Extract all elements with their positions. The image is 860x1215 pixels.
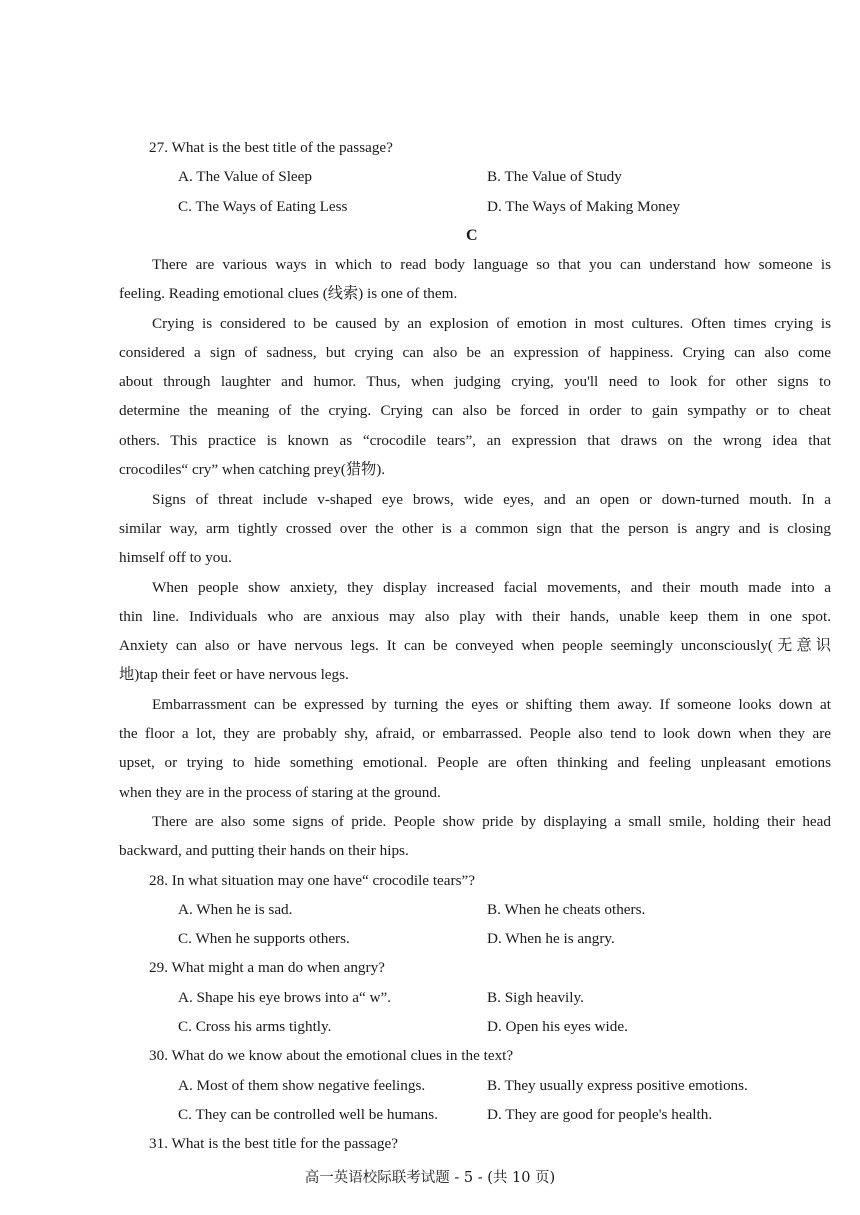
passage-p4-line-2: thin line. Individuals who are anxious may also play with their hands, unable keep them in one spot. <box>119 608 831 625</box>
passage-p1-line-1: There are various ways in which to read body language so that you can understand how someone is <box>152 256 831 273</box>
section-heading-c: C <box>466 227 478 244</box>
question-30-option-b: B. They usually express positive emotions. <box>487 1077 748 1094</box>
question-30-option-c: C. They can be controlled well be humans. <box>178 1106 438 1123</box>
question-29-option-b: B. Sigh heavily. <box>487 989 584 1006</box>
passage-p3-line-3: himself off to you. <box>119 549 232 566</box>
question-29-stem: 29. What might a man do when angry? <box>149 959 385 976</box>
question-27-option-b: B. The Value of Study <box>487 168 622 185</box>
passage-p2-line-6: crocodiles“ cry” when catching prey(猎物). <box>119 461 386 478</box>
question-28-stem: 28. In what situation may one have“ crocodile tears”? <box>149 872 475 889</box>
passage-p5-line-2: the floor a lot, they are probably shy, afraid, or embarrassed. People also tend to look down when they are <box>119 725 831 742</box>
question-27-option-a: A. The Value of Sleep <box>178 168 312 185</box>
passage-p6-line-2: backward, and putting their hands on their hips. <box>119 842 409 859</box>
question-28-option-b: B. When he cheats others. <box>487 901 646 918</box>
passage-p5-line-3: upset, or trying to hide something emotional. People are often thinking and feeling unpleasant emotions <box>119 754 831 771</box>
passage-p5-line-1: Embarrassment can be expressed by turning the eyes or shifting them away. If someone looks down at <box>152 696 831 713</box>
question-29-option-a: A. Shape his eye brows into a“ w”. <box>178 989 391 1006</box>
question-27-option-d: D. The Ways of Making Money <box>487 198 681 215</box>
question-30-stem: 30. What do we know about the emotional clues in the text? <box>149 1047 514 1064</box>
question-28-option-d: D. When he is angry. <box>487 930 615 947</box>
page-footer: 高一英语校际联考试题 - 5 - (共 10 页) <box>304 1170 556 1186</box>
question-27-option-c: C. The Ways of Eating Less <box>178 198 348 215</box>
question-29-option-c: C. Cross his arms tightly. <box>178 1018 332 1035</box>
question-31-stem: 31. What is the best title for the passage? <box>149 1135 398 1152</box>
question-27-stem: 27. What is the best title of the passage? <box>149 139 393 156</box>
passage-p3-line-1: Signs of threat include v-shaped eye brows, wide eyes, and an open or down-turned mouth. In a <box>152 491 831 508</box>
question-30-option-d: D. They are good for people's health. <box>487 1106 713 1123</box>
passage-p3-line-2: similar way, arm tightly crossed over the other is a common sign that the person is angry and is closing <box>119 520 831 537</box>
passage-p5-line-4: when they are in the process of staring at the ground. <box>119 784 441 801</box>
question-28-option-c: C. When he supports others. <box>178 930 350 947</box>
passage-p4-line-4: 地)tap their feet or have nervous legs. <box>119 666 349 683</box>
passage-p1-line-2: feeling. Reading emotional clues (线索) is one of them. <box>119 285 458 302</box>
passage-p2-line-4: determine the meaning of the crying. Crying can also be forced in order to gain sympathy or to cheat <box>119 402 831 419</box>
passage-p4-line-1: When people show anxiety, they display increased facial movements, and their mouth made into a <box>152 579 831 596</box>
passage-p6-line-1: There are also some signs of pride. People show pride by displaying a small smile, holding their head <box>152 813 831 830</box>
passage-p2-line-5: others. This practice is known as “crocodile tears”, an expression that draws on the wrong idea that <box>119 432 831 449</box>
passage-p2-line-3: about through laughter and humor. Thus, when judging crying, you'll need to look for other signs to <box>119 373 831 390</box>
passage-p4-line-3: Anxiety can also or have nervous legs. It can be conveyed when people seemingly unconsciously(无意识 <box>119 637 831 654</box>
passage-p2-line-1: Crying is considered to be caused by an explosion of emotion in most cultures. Often times crying is <box>152 315 831 332</box>
question-30-option-a: A. Most of them show negative feelings. <box>178 1077 426 1094</box>
question-29-option-d: D. Open his eyes wide. <box>487 1018 628 1035</box>
question-28-option-a: A. When he is sad. <box>178 901 293 918</box>
passage-p2-line-2: considered a sign of sadness, but crying can also be an expression of happiness. Crying can also come <box>119 344 831 361</box>
